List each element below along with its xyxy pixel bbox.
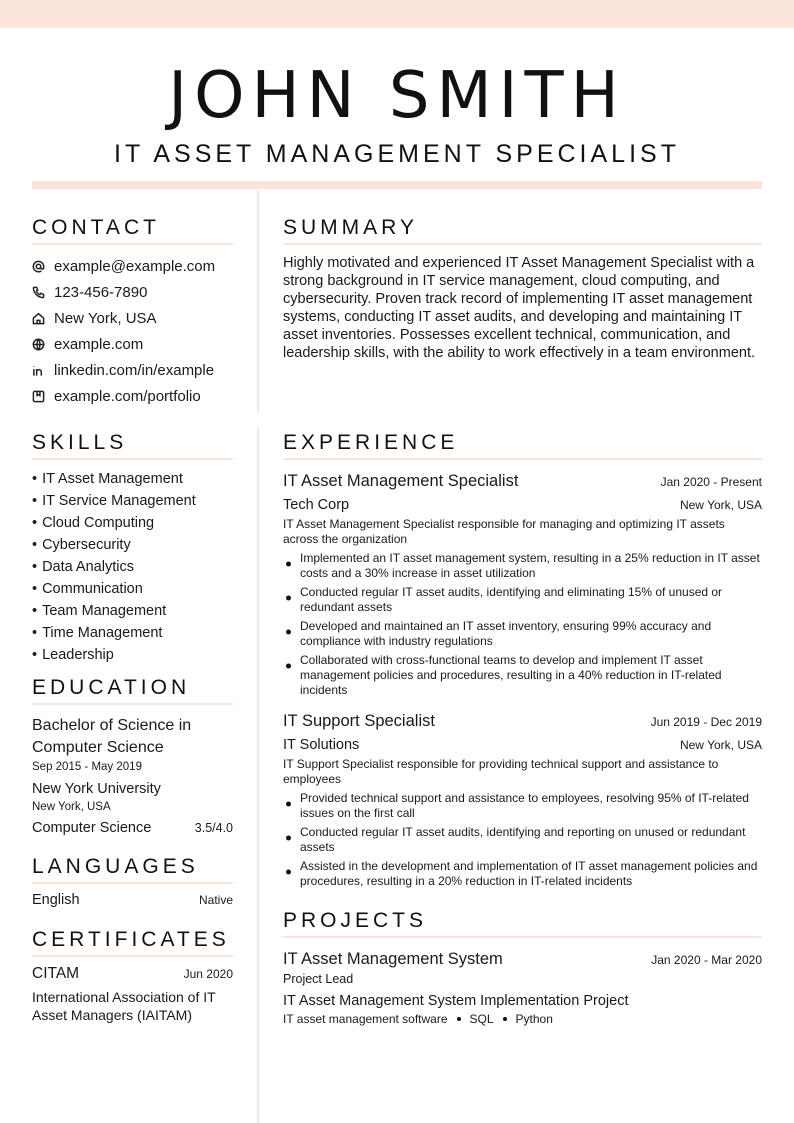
job-dates: Jan 2020 - Present	[660, 475, 762, 489]
certificates-title: CERTIFICATES	[32, 928, 233, 957]
project-role: Project Lead	[283, 972, 354, 986]
globe-icon	[32, 338, 54, 351]
project-tag: IT asset management software	[283, 1012, 448, 1026]
contact-email-text: example@example.com	[54, 257, 216, 275]
skill-item: • Team Management	[32, 600, 233, 622]
skill-item: • Communication	[32, 578, 233, 600]
job-description: IT Asset Management Specialist responsible for managing and optimizing IT assets across the organization	[283, 517, 725, 546]
education-section	[32, 676, 233, 836]
education-dates: Sep 2015 - May 2019	[32, 761, 142, 773]
certificates-section	[32, 928, 233, 1024]
project-dates: Jan 2020 - Mar 2020	[651, 953, 762, 967]
job-bullet: Provided technical support and assistance to employees, resolving 95% of IT-related issues on the first call	[283, 791, 762, 821]
top-accent-bar	[0, 0, 794, 28]
summary-title: SUMMARY	[283, 216, 762, 245]
contact-website-text: example.com	[54, 335, 144, 353]
job-company-row	[283, 492, 762, 515]
languages-title: LANGUAGES	[32, 855, 233, 884]
job-bullet: Implemented an IT asset management system, resulting in a 25% reduction in IT asset costs and a 30% increase in asset utilization	[283, 551, 762, 581]
projects-section	[283, 909, 762, 1026]
contact-location	[32, 305, 233, 331]
language-level: Native	[198, 893, 233, 907]
project-tag: Python	[515, 1012, 553, 1026]
education-degree: Bachelor of Science in Computer Science	[32, 717, 192, 756]
job-title: IT Support Specialist	[283, 712, 435, 730]
resume-header	[0, 28, 794, 169]
contact-linkedin-text: linkedin.com/in/example	[54, 361, 215, 379]
skill-item: • Leadership	[32, 644, 233, 666]
candidate-role: IT ASSET MANAGEMENT SPECIALIST	[114, 140, 680, 168]
linkedin-icon	[32, 364, 54, 377]
languages-section	[32, 855, 233, 908]
certificate-issuer: International Association of IT Asset Managers (IAITAM)	[32, 989, 216, 1023]
certificate-name: CITAM	[32, 965, 80, 982]
project-tag: SQL	[469, 1012, 494, 1026]
education-title: EDUCATION	[32, 676, 233, 705]
education-field: Computer Science	[32, 820, 152, 836]
contact-location-text: New York, USA	[54, 309, 157, 327]
project-subtitle: IT Asset Management System Implementation Project	[283, 993, 629, 1009]
contact-linkedin[interactable]	[32, 357, 233, 383]
contact-portfolio-text: example.com/portfolio	[54, 387, 201, 405]
job-title: IT Asset Management Specialist	[283, 472, 519, 490]
education-location: New York, USA	[32, 801, 111, 813]
skills-title: SKILLS	[32, 431, 233, 460]
column-divider-top	[257, 190, 259, 412]
language-name: English	[32, 892, 80, 908]
skill-item: • Cybersecurity	[32, 534, 233, 556]
at-icon	[32, 260, 54, 273]
education-field-row	[32, 820, 233, 836]
job-bullet: Collaborated with cross-functional teams to develop and implement IT asset management policies and procedures, resulting in a 40% reduction in IT-related incidents	[283, 653, 762, 698]
education-school: New York University	[32, 781, 161, 797]
job-location: New York, USA	[679, 738, 762, 752]
job-company: IT Solutions	[283, 737, 360, 753]
summary-text: Highly motivated and experienced IT Asset Management Specialist with a strong background in IT service management, cloud computing, and cybersecurity. Proven track record of implementing IT asset management systems, conducting IT asset audits, and developing and maintaining IT asset inventories. Possesses excellent technical, communication, and leadership skills, with the ability to work effectively in a team environment.	[283, 255, 756, 361]
job-bullets	[283, 551, 762, 698]
job-entry	[283, 710, 762, 889]
project-tags	[283, 1012, 762, 1026]
job-entry	[283, 470, 762, 698]
tag-separator	[503, 1017, 507, 1021]
contact-phone[interactable]	[32, 279, 233, 305]
skill-item: • Data Analytics	[32, 556, 233, 578]
skill-item: • IT Service Management	[32, 490, 233, 512]
job-company-row	[283, 732, 762, 755]
header-divider	[32, 181, 762, 189]
job-description: IT Support Specialist responsible for providing technical support and assistance to employees	[283, 757, 719, 786]
job-company: Tech Corp	[283, 497, 350, 513]
contact-portfolio[interactable]	[32, 383, 233, 409]
contact-email[interactable]	[32, 253, 233, 279]
experience-section	[283, 431, 762, 893]
phone-icon	[32, 286, 54, 299]
summary-section	[283, 216, 762, 362]
job-dates: Jun 2019 - Dec 2019	[650, 715, 762, 729]
certificate-date: Jun 2020	[183, 967, 233, 981]
job-location: New York, USA	[679, 498, 762, 512]
projects-title: PROJECTS	[283, 909, 762, 938]
contact-phone-text: 123-456-7890	[54, 283, 148, 301]
project-header	[283, 948, 762, 970]
tag-separator	[457, 1017, 461, 1021]
home-icon	[32, 312, 54, 325]
job-bullet: Developed and maintained an IT asset inventory, ensuring 99% accuracy and compliance with industry regulations	[283, 619, 762, 649]
portfolio-icon	[32, 390, 54, 403]
column-divider-bottom	[257, 428, 259, 1123]
skills-section	[32, 431, 233, 666]
skill-item: • IT Asset Management	[32, 468, 233, 490]
job-header	[283, 470, 762, 492]
language-row	[32, 892, 233, 908]
experience-title: EXPERIENCE	[283, 431, 762, 460]
job-bullets	[283, 791, 762, 889]
contact-title: CONTACT	[32, 216, 233, 245]
job-header	[283, 710, 762, 732]
job-bullet: Conducted regular IT asset audits, identifying and reporting on unused or redundant assets	[283, 825, 762, 855]
project-name: IT Asset Management System	[283, 950, 503, 968]
certificate-row	[32, 965, 233, 983]
contact-section	[32, 216, 233, 409]
education-gpa: 3.5/4.0	[194, 821, 233, 835]
job-bullet: Conducted regular IT asset audits, identifying and eliminating 15% of unused or redundant assets	[283, 585, 762, 615]
skill-item: • Time Management	[32, 622, 233, 644]
contact-website[interactable]	[32, 331, 233, 357]
candidate-name: JOHN SMITH	[168, 59, 626, 133]
skill-item: • Cloud Computing	[32, 512, 233, 534]
job-bullet: Assisted in the development and implementation of IT asset management policies and procedures, resulting in a 20% reduction in IT-related incidents	[283, 859, 762, 889]
